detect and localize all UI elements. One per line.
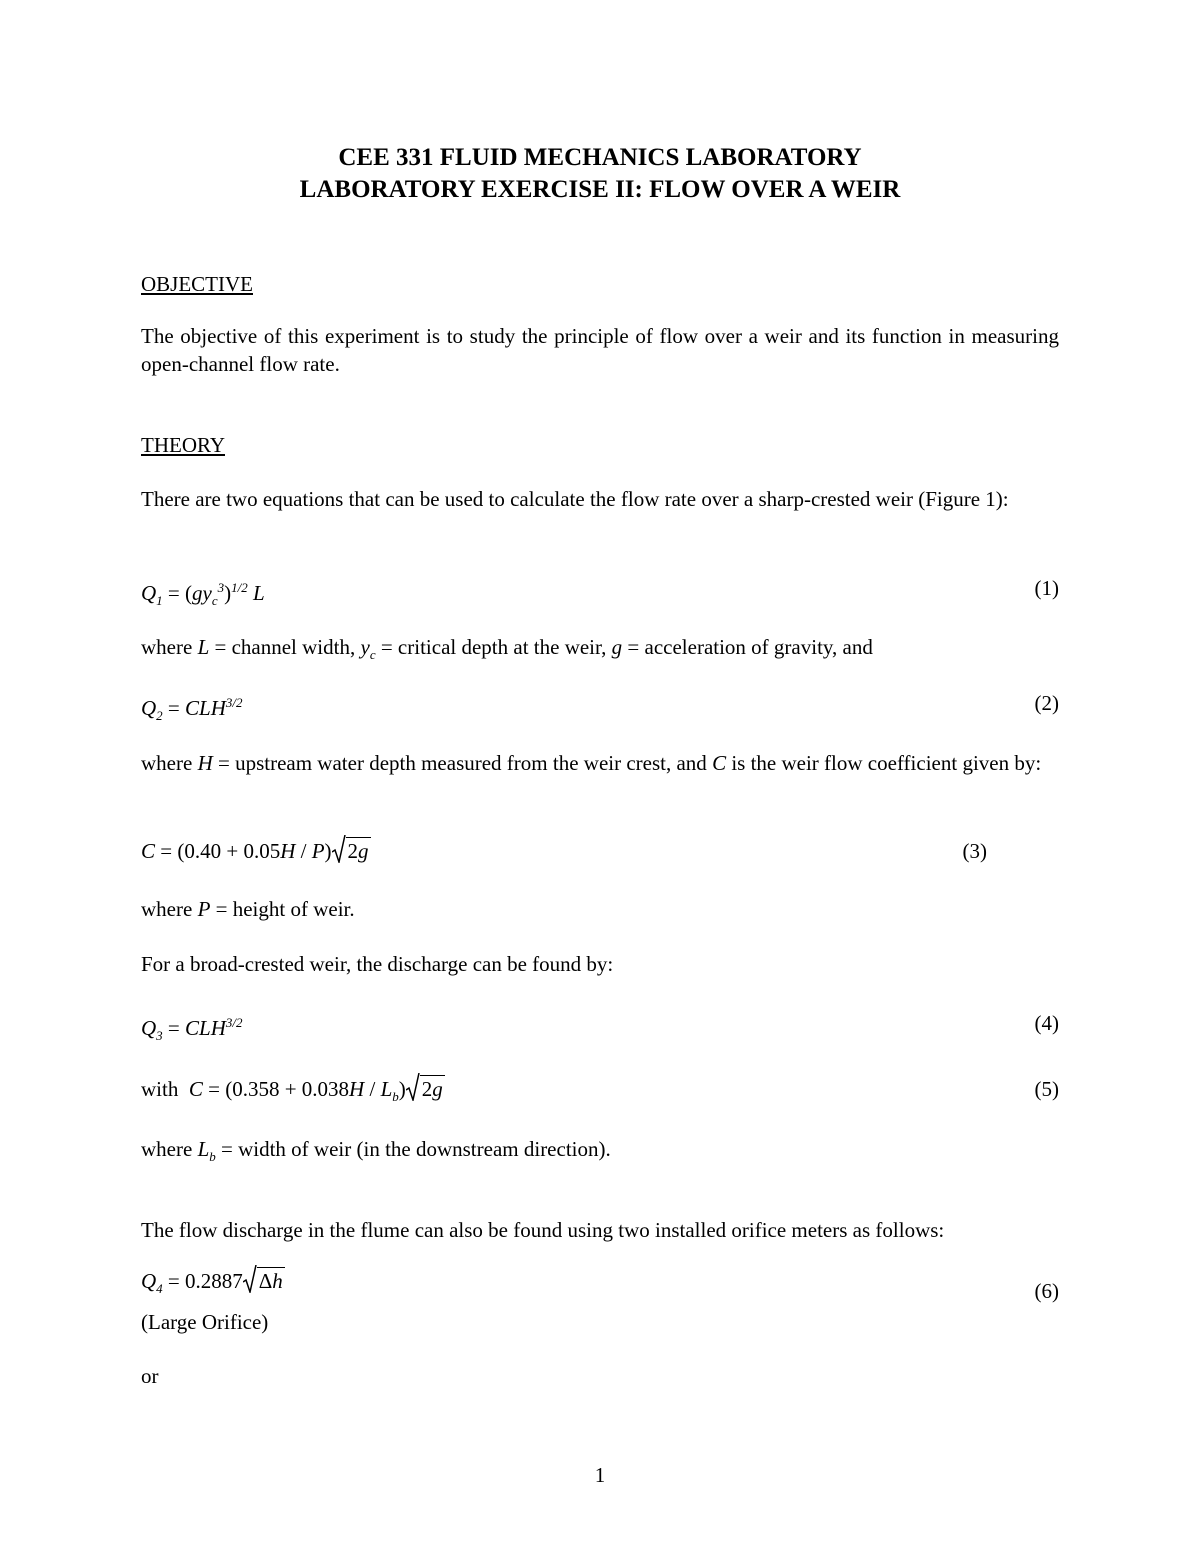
or-text: or — [141, 1364, 159, 1388]
large-orifice-label: (Large Orifice) — [141, 1310, 269, 1334]
equation-3-number: (3) — [962, 839, 987, 863]
equation-2-row — [141, 686, 1059, 724]
where-line-2: where H = upstream water depth measured from the weir crest, and C is the weir flow coefficient given by: — [141, 751, 1042, 775]
objective-text: The objective of this experiment is to study the principle of flow over a weir and its function in measuring open-channel flow rate. — [141, 324, 1059, 376]
equation-2: $Q_2 = CLH^{3/2}$ — [141, 695, 243, 724]
equation-4-row — [141, 1006, 1059, 1044]
theory-intro: There are two equations that can be used to calculate the flow rate over a sharp-crested weir (Figure 1): — [141, 487, 1009, 511]
equation-1: $Q_1 = (gy_c^3)^{1/2}$ L — [141, 580, 265, 609]
equation-2-number: (2) — [1034, 691, 1059, 715]
document-title-line1: CEE 331 FLUID MECHANICS LABORATORY — [338, 144, 862, 171]
objective-heading: OBJECTIVE — [141, 272, 253, 296]
where-line-3: where P = height of weir. — [141, 897, 355, 921]
page-number: 1 — [594, 1463, 606, 1487]
equation-4-number: (4) — [1034, 1011, 1059, 1035]
equation-3: C = (0.40 + 0.05H / P) 2g — [141, 834, 371, 868]
equation-5-row — [141, 1072, 1059, 1106]
equation-5: with $C = (0.358 + 0.038H / L_b)$ 2g — [141, 1072, 445, 1114]
equation-6-number: (6) — [1034, 1279, 1059, 1303]
equation-1-number: (1) — [1034, 576, 1059, 600]
equation-6: $Q_4 = 0.2887$ Δh — [141, 1264, 285, 1306]
equation-3-row — [141, 834, 1059, 868]
where-line-1: where L = channel width, $y_c$ = critical depth at the weir, g = acceleration of gravity, and — [141, 635, 873, 663]
broad-crested-text: For a broad-crested weir, the discharge can be found by: — [141, 952, 614, 976]
equation-6-number-row — [141, 1274, 1059, 1308]
orifice-text: The flow discharge in the flume can also be found using two installed orifice meters as follows: — [141, 1218, 945, 1242]
sqrt-symbol: 2g — [406, 1072, 445, 1106]
equation-1-row — [141, 571, 1059, 609]
equation-5-number: (5) — [1034, 1077, 1059, 1101]
theory-heading: THEORY — [141, 433, 225, 457]
where-line-4: where $L_b$ = width of weir (in the downstream direction). — [141, 1137, 611, 1165]
sqrt-symbol: Δh — [243, 1264, 285, 1298]
equation-4: $Q_3 = CLH^{3/2}$ — [141, 1015, 243, 1044]
document-title-line2: LABORATORY EXERCISE II: FLOW OVER A WEIR — [299, 176, 901, 203]
sqrt-symbol: 2g — [332, 834, 371, 868]
